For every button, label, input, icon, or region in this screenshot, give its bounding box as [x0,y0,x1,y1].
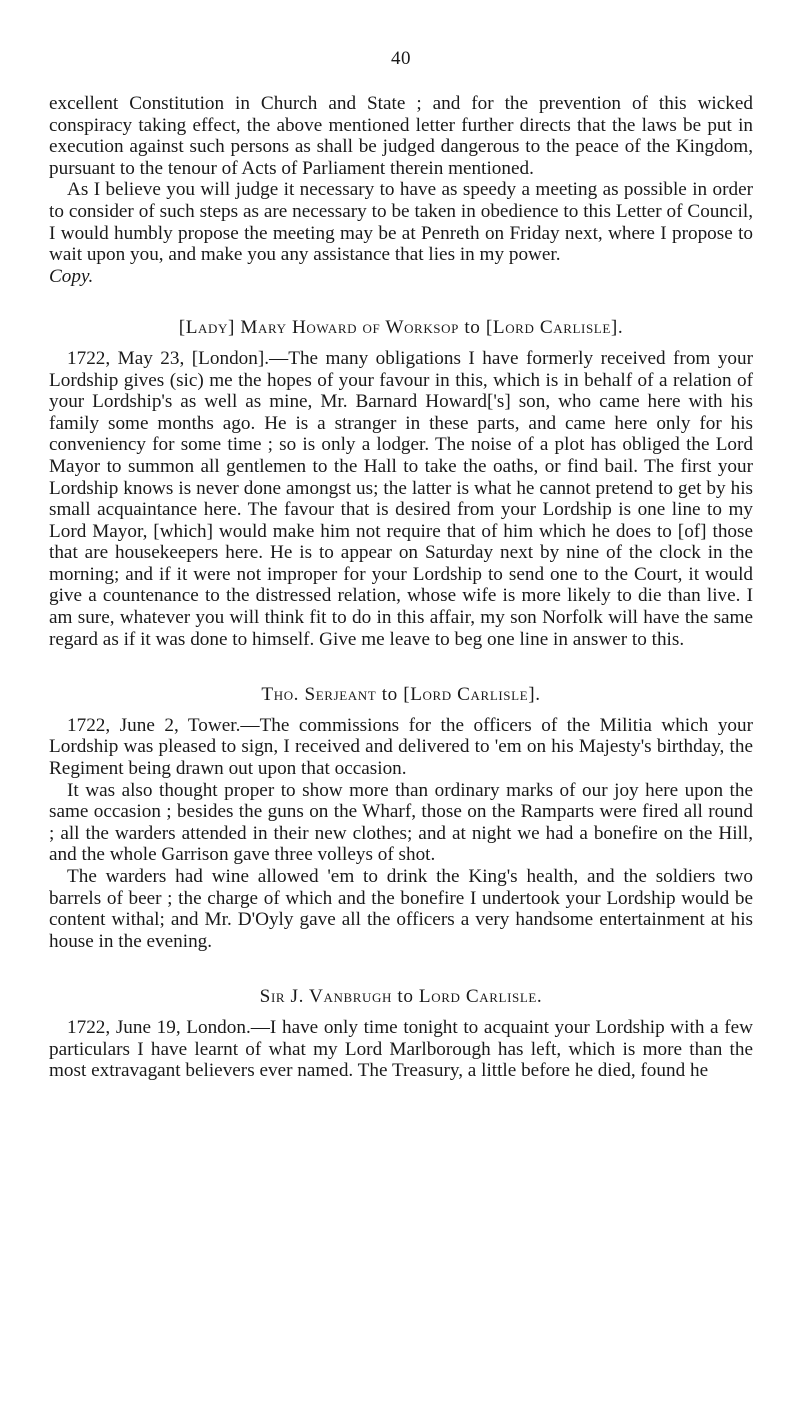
paragraph: 1722, June 19, London.—I have only time tonight to acquaint your Lordship with a few particulars I have learnt of what my Lord Marlborough has left, which is more than the most extravagant believers ever named. The Treasury, a little before he died, found he [49,1016,753,1082]
letter-heading [49,684,753,706]
paragraph: excellent Constitution in Church and State ; and for the prevention of this wicked conspiracy taking effect, the above mentioned letter further directs that the laws be put in execution against such persons as shall be judged dangerous to the peace of the Kingdom, pursuant to the tenour of Acts of Parliament therein mentioned. [49,93,753,179]
copy-note: Copy. [49,265,94,287]
heading-recipient: [Lord Carlisle]. [480,317,624,339]
heading-recipient: Lord Carlisle. [413,986,543,1008]
heading-to: to [464,317,481,339]
paragraph: 1722, June 2, Tower.—The commissions for the officers of the Militia which your Lordship was pleased to sign, I received and delivered to 'em on his Majesty's birthday, the Regiment being drawn out upon that occasion. [49,714,753,780]
heading-sender: Tho. Serjeant [261,684,382,706]
document-body [49,93,753,1082]
paragraph: It was also thought proper to show more than ordinary marks of our joy here upon the same occasion ; besides the guns on the Wharf, those on the Ramparts were fired all round ; all the warders attended in their new clothes; and at night we had a bonefire on the Hill, and the whole Garrison gave three volleys of shot. [49,779,753,866]
heading-to: to [381,684,398,706]
paragraph: The warders had wine allowed 'em to drink the King's health, and the soldiers two barrels of beer ; the charge of which and the bonefire I undertook your Lordship would be content withal; and Mr. D'Oyly gave all the officers a very handsome entertainment at his house in the evening. [49,866,753,952]
heading-sender: [Lady] Mary Howard of Worksop [178,317,465,339]
letter-heading [49,317,753,339]
paragraph: As I believe you will judge it necessary to have as speedy a meeting as possible in order to consider of such steps as are necessary to be taken in obedience to this Letter of Council, I would humbly propose the meeting may be at Penreth on Friday next, where I propose to wait upon you, and make you any assistance that lies in my power. [49,179,753,266]
heading-recipient: [Lord Carlisle]. [397,684,541,706]
document-page [49,0,753,1426]
heading-to: to [397,986,414,1008]
page-number: 40 [391,48,411,69]
heading-sender: Sir J. Vanbrugh [259,986,398,1008]
paragraph: 1722, May 23, [London].—The many obligations I have formerly received from your Lordship gives (sic) me the hopes of your favour in this, which is in behalf of a relation of your Lordship's as well as mine, Mr. Barnard Howard['s] son, who came here with his family some months ago. He is a stranger in these parts, and came here only for his conveniency for some time ; so is only a lodger. The noise of a plot has obliged the Lord Mayor to summon all gentlemen to the Hall to take the oaths, or find bail. The first your Lordship knows is never done amongst us; the latter is what he cannot pretend to get by his small acquaintance here. The favour that is desired from your Lordship is one line to my Lord Mayor, [which] would make him not require that of him which he does to [of] those that are housekeepers here. He is to appear on Saturday next by nine of the clock in the morning; and if it were not improper for your Lordship to send one to the Court, it would give a countenance to the distressed relation, whose wife is more likely to die than live. I am sure, whatever you will think fit to do in this affair, my son Norfolk will have the same regard as if it was done to himself. Give me leave to beg one line in answer to this. [49,347,753,650]
letter-heading [49,986,753,1008]
